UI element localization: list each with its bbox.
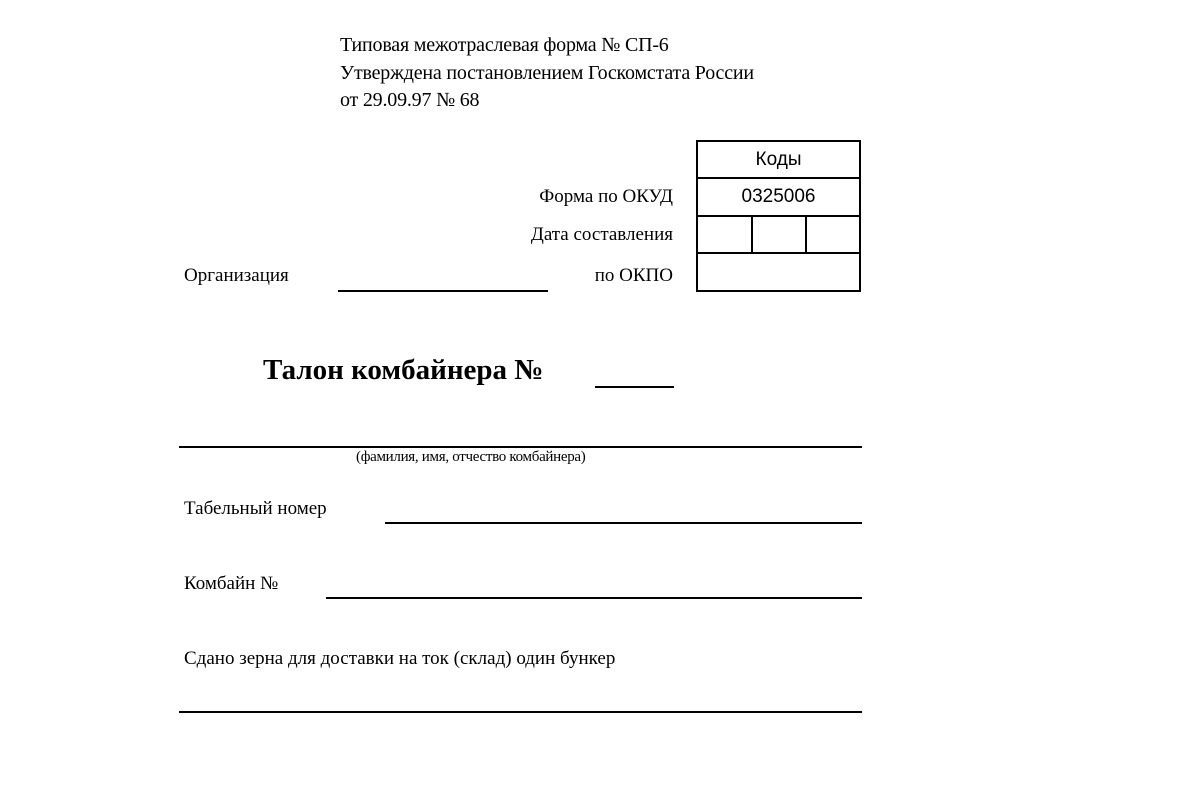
date-label: Дата составления [530, 224, 673, 245]
date-year-cell[interactable] [806, 216, 860, 253]
fio-caption: (фамилия, имя, отчество комбайнера) [356, 449, 586, 465]
okpo-code-cell[interactable] [697, 253, 860, 291]
grain-label: Сдано зерна для доставки на ток (склад) один бункер [184, 648, 616, 669]
date-month-cell[interactable] [752, 216, 807, 253]
codes-table [696, 140, 861, 292]
combine-field[interactable] [326, 597, 862, 599]
form-type-line: Типовая межотраслевая форма № СП-6 [340, 34, 669, 56]
combine-label: Комбайн № [184, 573, 279, 594]
approval-line: Утверждена постановлением Госкомстата России [340, 62, 754, 84]
okud-code: 0325006 [697, 178, 860, 216]
date-day-cell[interactable] [697, 216, 752, 253]
approval-date-line: от 29.09.97 № 68 [340, 89, 480, 111]
okud-label: Форма по ОКУД [539, 186, 673, 207]
codes-heading: Коды [697, 141, 860, 178]
fio-field[interactable] [179, 446, 862, 448]
organization-label: Организация [184, 265, 289, 286]
page-title: Талон комбайнера № [263, 354, 544, 386]
tabel-field[interactable] [385, 522, 862, 524]
grain-field[interactable] [179, 711, 862, 713]
tabel-label: Табельный номер [184, 498, 327, 519]
talon-number-field[interactable] [595, 386, 674, 388]
okpo-label: по ОКПО [594, 265, 673, 286]
organization-field[interactable] [338, 290, 548, 292]
